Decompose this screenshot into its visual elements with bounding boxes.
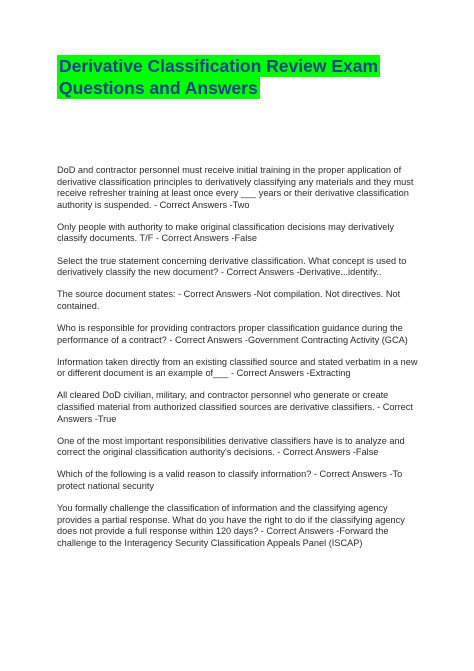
- title-line-2: Questions and Answers: [59, 78, 258, 98]
- qa-item-7: All cleared DoD civilian, military, and contractor personnel who generate or create classified material from authorized classified sources are derivative classifiers. - Correct Answers -True: [57, 390, 413, 424]
- qa-list: [57, 165, 419, 560]
- qa-item-4: The source document states: - Correct Answers -Not compilation. Not directives. Not contained.: [57, 289, 401, 311]
- qa-item-3: Select the true statement concerning derivative classification. What concept is used to derivatively classify the new document? - Correct Answers -Derivative...identify..: [57, 255, 407, 278]
- document-title: [57, 55, 407, 99]
- qa-item-2: Only people with authority to make original classification decisions may derivatively classify documents. T/F - Correct Answers -False: [57, 221, 395, 244]
- qa-item-10: You formally challenge the classification of information and the classifying agency provides a partial response. What do you have the right to do if the classifying agency does not provide a full response within 120 days? - Correct Answers -Forward the challenge to the Interagency Security Classification Appeals Panel (ISCAP): [57, 502, 405, 548]
- qa-item-9: Which of the following is a valid reason to classify information? - Correct Answers -To protect national security: [57, 469, 403, 491]
- qa-item-1: DoD and contractor personnel must receive initial training in the proper application of derivative classification principles to derivatively classifying any materials and they must receive refresher training at least once every ___ years or their derivative classification authority is suspended. - Correct Answers -Two: [57, 165, 414, 210]
- qa-item-6: Information taken directly from an existing classified source and stated verbatim in a new or different document is an example of___ - Correct Answers -Extracting: [57, 356, 418, 379]
- qa-item-8: One of the most important responsibilities derivative classifiers have is to analyze and correct the original classification authority's decisions. - Correct Answers -False: [57, 435, 405, 458]
- qa-item-5: Who is responsible for providing contractors proper classification guidance during the performance of a contract? - Correct Answers -Government Contracting Activity (GCA): [57, 322, 408, 345]
- title-line-1: Derivative Classification Review Exam: [59, 56, 379, 76]
